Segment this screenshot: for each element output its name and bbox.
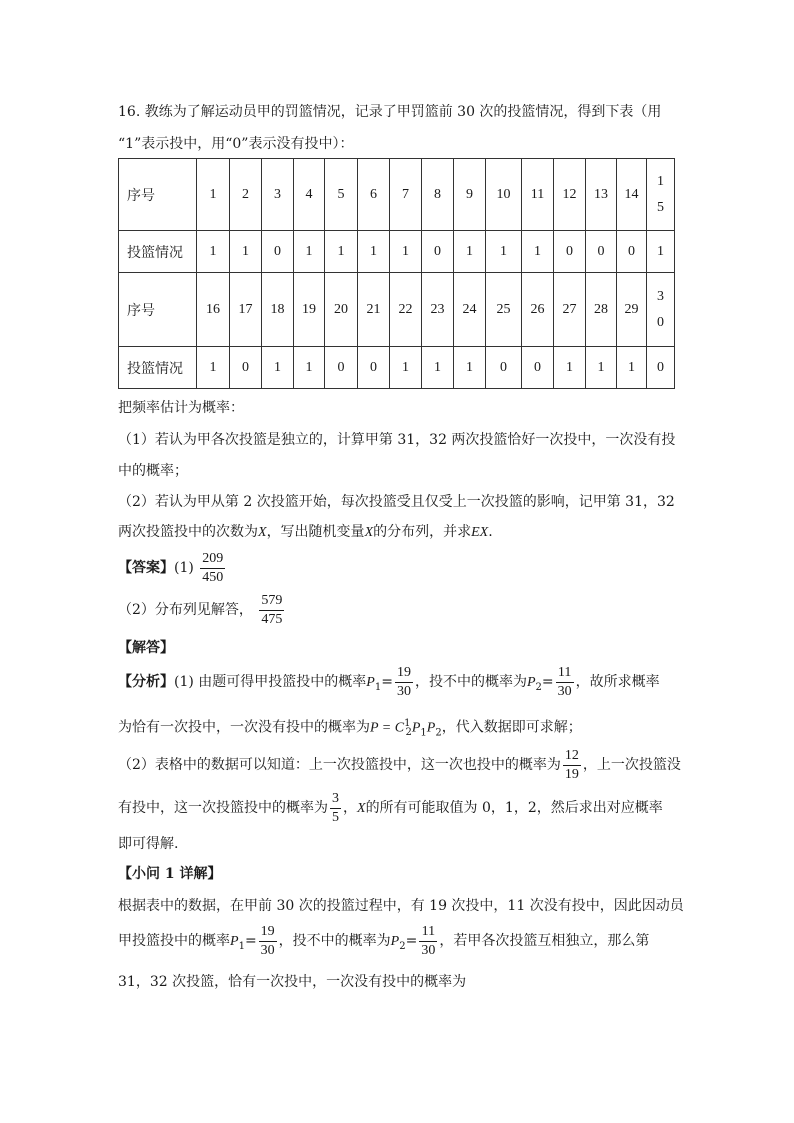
table-cell: 1 (522, 231, 554, 273)
table-cell: 26 (522, 273, 554, 347)
table-row-result-2 (119, 347, 675, 389)
text: ，若甲各次投篮互相独立，那么第 (439, 933, 650, 949)
table-cell: 2 (230, 159, 262, 231)
prob-p2: P (526, 675, 536, 690)
subscript: 2 (435, 727, 442, 739)
detail-line-3: 31，32 次投篮，恰有一次投中，一次没有投中的概率为 (118, 974, 467, 990)
table-cell: 0 (230, 347, 262, 389)
table-cell: 0 (647, 347, 675, 389)
table-cell: 27 (554, 273, 586, 347)
table-cell: 1 (262, 347, 294, 389)
text: (1) 由题可得甲投篮投中的概率 (174, 674, 367, 690)
table-cell: 12 (554, 159, 586, 231)
table-cell: 0 (617, 231, 647, 273)
fraction: $\frac{11}{30}$ (421, 923, 436, 958)
answer-1 (118, 548, 227, 588)
prob-p1: P (366, 675, 375, 690)
table-cell: 1 (197, 347, 230, 389)
table-cell: 1 (454, 347, 486, 389)
analysis-line-4 (118, 788, 663, 829)
fraction: $\frac{579}{475}$ (261, 592, 283, 627)
q1-line-a: （1）若认为甲各次投篮是独立的，计算甲第 31，32 两次投篮恰好一次投中，一次没有投 (118, 432, 676, 448)
text: 甲投篮投中的概率 (118, 933, 230, 949)
detail-line-2 (118, 921, 649, 967)
table-cell: 20 (325, 273, 358, 347)
table-cell: 0 (486, 347, 522, 389)
table-cell: 6 (358, 159, 390, 231)
formula: P (411, 720, 421, 736)
freq-instruction: 把频率估计为概率： (118, 400, 244, 416)
table-row-seq-1 (119, 159, 675, 231)
text: ，故所求概率 (575, 674, 660, 690)
wrapped-digit: 3 (657, 288, 664, 304)
table-cell: 1 (422, 347, 454, 389)
table-cell: 1 (294, 231, 325, 273)
table-cell: 1 (390, 347, 422, 389)
detail-line-1: 根据表中的数据，在甲前 30 次的投篮过程中，有 19 次投中，11 次没有投中，因此因动员 (118, 898, 684, 914)
table-cell: 28 (586, 273, 617, 347)
table-cell: 3 (262, 159, 294, 231)
shot-record-table (118, 158, 675, 389)
subscript: 1 (238, 940, 245, 952)
table-cell: 16 (197, 273, 230, 347)
prob-p2: P (390, 934, 400, 949)
table-cell: 1 (294, 347, 325, 389)
analysis-line-1 (118, 662, 660, 708)
equals: = (381, 674, 393, 690)
table-cell: 4 (294, 159, 325, 231)
table-cell: 18 (262, 273, 294, 347)
table-cell: 17 (230, 273, 262, 347)
table-cell-wrapped (647, 273, 675, 347)
table-cell: 1 (197, 231, 230, 273)
fraction: $\frac{19}{30}$ (260, 923, 275, 958)
table-cell: 1 (325, 231, 358, 273)
answer-2 (118, 590, 286, 630)
table-cell: 1 (617, 347, 647, 389)
table-cell: 1 (358, 231, 390, 273)
wrapped-digit: 0 (657, 314, 664, 330)
expectation-ex: EX (471, 525, 489, 540)
table-cell: 1 (197, 159, 230, 231)
fraction: $\frac{19}{30}$ (396, 664, 411, 699)
analysis-line-3 (118, 745, 681, 785)
text: 两次投篮投中的次数为 (118, 524, 258, 540)
fraction: $\frac{209}{450}$ (202, 550, 224, 585)
text: 的所有可能取值为 0，1，2，然后求出对应概率 (365, 800, 663, 816)
table-row-seq-2 (119, 273, 675, 347)
table-cell: 0 (422, 231, 454, 273)
table-cell: 29 (617, 273, 647, 347)
table-cell: 19 (294, 273, 325, 347)
fraction: $\frac{12}{19}$ (564, 747, 579, 782)
table-row-result-1 (119, 231, 675, 273)
formula: P = C (370, 720, 405, 736)
text: ，代入数据即可求解； (441, 719, 582, 736)
prob-p1: P (230, 934, 239, 949)
solution-heading: 【解答】 (118, 640, 174, 656)
table-cell: 5 (325, 159, 358, 231)
text: ，上一次投篮没 (582, 757, 681, 773)
analysis-line-2 (118, 714, 582, 743)
table-cell: 0 (554, 231, 586, 273)
q1-line-b: 中的概率； (118, 463, 188, 479)
answer-1-prefix: (1) (174, 560, 194, 576)
wrapped-digit: 5 (657, 199, 664, 215)
variable-x: X (357, 801, 366, 816)
table-cell: 0 (358, 347, 390, 389)
table-cell: 14 (617, 159, 647, 231)
wrapped-digit: 1 (657, 173, 664, 189)
row-label-seq: 序号 (119, 273, 197, 347)
q2-line-b (118, 522, 493, 543)
subscript: 1 (374, 681, 382, 693)
question-line-1: 16. 教练为了解运动员甲的罚篮情况，记录了甲罚篮前 30 次的投篮情况，得到下表（用 (118, 104, 662, 120)
table-cell: 13 (586, 159, 617, 231)
superscript: 1 (404, 718, 411, 729)
text: ， (343, 800, 357, 816)
text: 有投中，这一次投篮投中的概率为 (118, 800, 328, 816)
table-cell: 9 (454, 159, 486, 231)
table-cell: 1 (586, 347, 617, 389)
table-cell: 1 (554, 347, 586, 389)
table-cell: 1 (647, 231, 675, 273)
answer-label: 【答案】 (118, 560, 174, 576)
table-cell: 0 (586, 231, 617, 273)
fraction: $\frac{3}{5}$ (332, 790, 339, 825)
table-cell: 8 (422, 159, 454, 231)
question-line-2: “1”表示投中，用“0”表示没有投中）： (118, 136, 354, 152)
table-cell: 1 (454, 231, 486, 273)
text: ，投不中的概率为 (278, 933, 391, 949)
subscript: 1 (420, 727, 427, 739)
analysis-label: 【分析】 (118, 674, 174, 690)
formula: P (426, 720, 436, 736)
equals: = (405, 933, 418, 949)
table-cell: 7 (390, 159, 422, 231)
table-cell: 1 (390, 231, 422, 273)
subscript: 2 (535, 681, 542, 693)
subscript: 2 (399, 940, 406, 952)
table-cell: 0 (262, 231, 294, 273)
table-cell: 24 (454, 273, 486, 347)
table-cell: 11 (522, 159, 554, 231)
text: （2）表格中的数据可以知道：上一次投篮投中，这一次也投中的概率为 (118, 757, 561, 773)
text: ，投不中的概率为 (414, 674, 527, 690)
table-cell: 10 (486, 159, 522, 231)
text: 的分布列，并求 (373, 524, 472, 540)
table-cell: 23 (422, 273, 454, 347)
answer-2-text: （2）分布列见解答， (118, 602, 253, 618)
text: . (488, 524, 493, 540)
fraction: $\frac{11}{30}$ (557, 664, 572, 699)
text: 为恰有一次投中，一次没有投中的概率为 (118, 719, 370, 736)
equals: = (244, 933, 257, 949)
table-cell: 21 (358, 273, 390, 347)
table-cell-wrapped (647, 159, 675, 231)
text: ，写出随机变量 (266, 524, 365, 540)
subq1-heading: 【小问 1 详解】 (118, 866, 222, 882)
subscript: 2 (405, 727, 412, 739)
row-label-result: 投篮情况 (119, 231, 197, 273)
variable-x: X (364, 525, 374, 540)
equals: = (541, 674, 554, 690)
row-label-result: 投篮情况 (119, 347, 197, 389)
variable-x: X (258, 525, 267, 540)
table-cell: 1 (230, 231, 262, 273)
table-cell: 1 (486, 231, 522, 273)
q2-line-a: （2）若认为甲从第 2 次投篮开始，每次投篮受且仅受上一次投篮的影响，记甲第 31，32 (118, 494, 675, 510)
table-cell: 0 (325, 347, 358, 389)
table-cell: 22 (390, 273, 422, 347)
analysis-line-5: 即可得解. (118, 836, 179, 852)
table-cell: 0 (522, 347, 554, 389)
table-cell: 25 (486, 273, 522, 347)
row-label-seq: 序号 (119, 159, 197, 231)
